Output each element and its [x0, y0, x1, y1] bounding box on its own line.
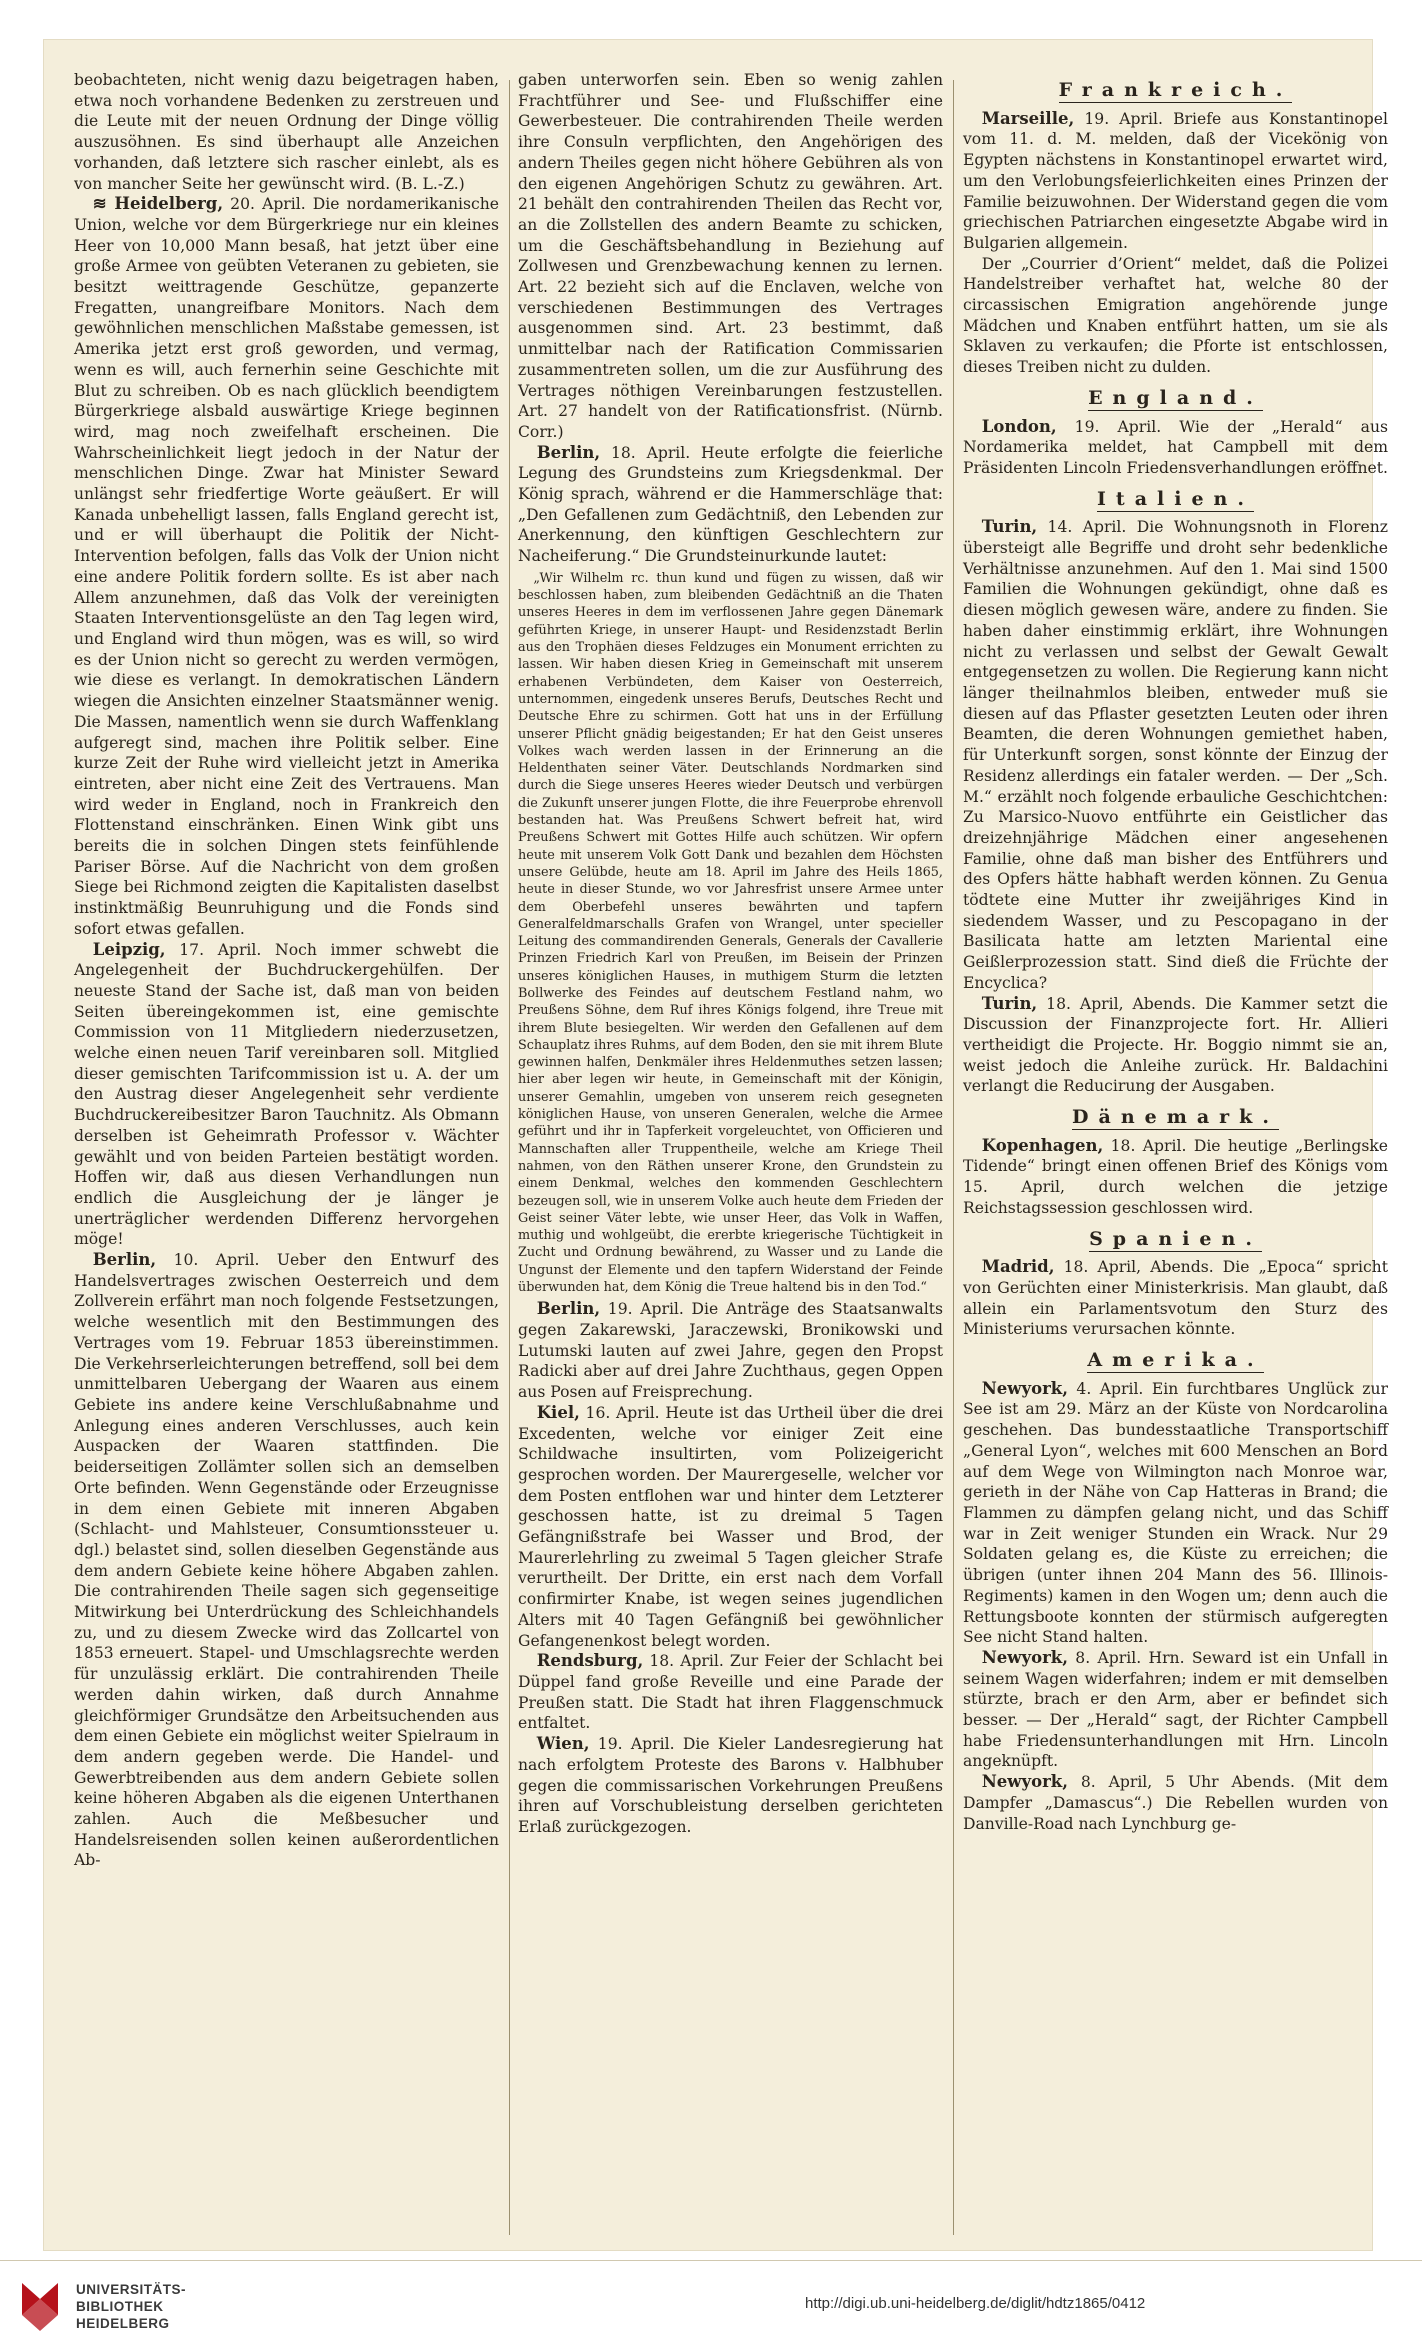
- article-dateline: Berlin,: [92, 1250, 157, 1270]
- article-paragraph: [963, 994, 1388, 1098]
- article-dateline: Newyork,: [981, 1647, 1068, 1667]
- proclamation-text: „Wir Wilhelm rc. thun kund und fügen zu wissen, daß wir beschlossen haben, zum bleibenden Gedächtniß an die Thaten unseres Heeres in dem im verflossenen Jahre gegen Dänemark geführten Kriege, in unserer Haupt- und Residenzstadt Berlin aus den Trophäen dieses Feldzuges ein Monument errichten zu lassen. Wir haben diesen Krieg in Gemeinschaft mit unserem erhabenen Verbündeten, dem Kaiser von Oesterreich, unternommen, eingedenk unseres Berufs, Deutsches Recht und Deutsche Ehre zu schirmen. Gott hat uns in der Erfüllung unserer Pflicht gnädig beigestanden; Er hat den Geist unseres Volkes wach werden lassen in der Erinnerung an die Heldenthaten seiner Väter. Deutschlands Nordmarken sind durch die Siege unseres Heeres wieder Deutsch und verbürgen die Zukunft unserer jungen Flotte, die ihre Feuerprobe ehrenvoll bestanden hat. Was Preußens Schwert befreit hat, wird Preußens Schwert mit Gottes Hilfe auch schützen. Wir opfern heute mit unserem Volk Gott Dank und bezahlen dem Höchsten unsere Gelübde, heute am 18. April im Jahre des Heils 1865, heute in dieser Stunde, wo vor Jahresfrist unsere Armee unter dem Oberbefehl unseres bewährten und tapfern Generalfeldmarschalls Grafen von Wrangel, unter specieller Leitung des commandirenden Generals, Generals der Cavallerie Prinzen Friedrich Karl von Preußen, im Beisein der Prinzen unseres königlichen Hauses, in muthigem Sturm die letzten Bollwerke des Feindes auf deutschem Festland nahm, wo Preußens Söhne, dem Ruf ihres Königs folgend, ihre Treue mit ihrem Blute besiegelten. Wir werden den Gefallenen auf dem Schauplatz ihres Ruhms, auf dem Boden, den sie mit ihrem Blute gewinnen halfen, Denkmäler ihres Heldenmuthes setzen lassen; hier aber legen wir heute, in Gemeinschaft mit der Königin, unserer Gemahlin, umgeben von unserem reich gesegneten königlichen Hause, von unseren Generalen, welche die Armee geführt und ihr in Tapferkeit vorgeleuchtet, von Officieren und Mannschaften aller Truppentheile, welche am Kriege Theil nahmen, von den Räthen unserer Krone, den Grundstein zu einem Denkmal, welches den kommenden Geschlechtern bezeugen soll, wie in unserem Volke auch heute dem Frieden der Geist seiner Väter lebte, wie unser Heer, das Volk in Waffen, muthig und wohlgeübt, die ererbte kriegerische Tüchtigkeit in Zucht und Ordnung bewährend, zu Wasser und zu Lande die Ungunst der Elemente und den tapfern Widerstand der Feinde überwunden hat, dem König die Treue haltend bis in den Tod.“: [518, 570, 943, 1296]
- article-dateline: Turin,: [981, 517, 1038, 537]
- column-rule: [953, 80, 954, 2235]
- article-dateline: London,: [981, 416, 1057, 436]
- article-text: 14. April. Die Wohnungsnoth in Florenz übersteigt alle Begriffe und droht sehr bedenkliche Verhältnisse anzunehmen. Auf den 1. Mai sind 1500 Familien die Wohnungen gekündigt, ohne daß es diesen möglich gewesen wäre, andere zu finden. Sie haben daher einstimmig erklärt, ihre Wohnungen nicht zu verlassen und selbst der Gewalt Gewalt entgegensetzen zu wollen. Die Regierung kann nicht länger theilnahmlos bleiben, entweder muß sie diesen auf das Pflaster gesetzten Leuten oder ihren Beamten, die deren Wohnungen gemiethet haben, für Unterkunft sorgen, sonst könnte der Einzug der Residenz allerdings ein fataler werden. — Der „Sch. M.“ erzählt noch folgende erbauliche Geschichtchen: Zu Marsico-Nuovo entführte ein Geistlicher das dreizehnjährige Mädchen einer angesehenen Familie, ohne daß man bisher des Entführers und des Opfers hätte habhaft werden können. Zu Genua tödtete eine Mutter ihr zweijähriges Kind in siedendem Wasser, und zu Pescopagano in der Basilicata hatte am letzten Mariental eine Geißlerprozession statt. Sind dieß die Früchte der Encyclica?: [963, 518, 1388, 992]
- country-heading: [963, 1229, 1388, 1250]
- article-text: 8. April, 5 Uhr Abends. (Mit dem Dampfer „Damascus“.) Die Rebellen wurden von Danville-Road nach Lynchburg ge-: [963, 1773, 1388, 1833]
- article-text: 18. April, Abends. Die „Epoca“ spricht von Gerüchten einer Ministerkrisis. Man glaubt, daß allein ein Parlamentsvotum den Sturz des Ministeriums verursachen könnte.: [963, 1258, 1388, 1339]
- article-paragraph: [963, 1772, 1388, 1834]
- country-heading: [963, 80, 1388, 101]
- article-text: 16. April. Heute ist das Urtheil über die drei Excedenten, welche vor einiger Zeit eine Schildwache insultirten, vom Polizeigericht gesprochen worden. Der Maurergeselle, welcher vor dem Posten entflohen war und hinter dem Letzterer geschossen hatte, ist zu dreimal 5 Tagen Gefängnißstrafe bei Wasser und Brod, der Maurerlehrling zu zweimal 5 Tagen gleicher Strafe verurtheilt. Der Dritte, ein erst nach dem Vorfall confirmirter Knabe, ist wegen seines jugendlichen Alters mit 40 Tagen Gefängniß bei gewöhnlicher Gefangenenkost belegt worden.: [518, 1403, 943, 1650]
- country-heading: [963, 1350, 1388, 1371]
- column-middle: [518, 70, 943, 1838]
- article-text: 18. April, Abends. Die Kammer setzt die Discussion der Finanzprojecte fort. Hr. Allieri vertheidigt die Projecte. Hr. Boggio nimmt sie an, weist jedoch die Anleihe zurück. Hr. Baldachini verlangt die Reducirung der Ausgaben.: [963, 994, 1388, 1096]
- article-dateline: Rendsburg,: [536, 1651, 644, 1671]
- article-dateline: Kiel,: [536, 1402, 580, 1422]
- article-text: 19. April. Wie der „Herald“ aus Nordamerika meldet, hat Campbell mit dem Präsidenten Lincoln Friedensverhandlungen eröffnet.: [963, 417, 1389, 477]
- column-left: [74, 70, 499, 1871]
- article-dateline: Berlin,: [536, 442, 601, 462]
- footer-bar: [0, 2260, 1422, 2350]
- article-dateline: Turin,: [981, 993, 1038, 1013]
- article-text: 19. April. Die Kieler Landesregierung hat nach erfolgtem Proteste des Barons v. Halbhuber gegen die commissarischen Vorkehrungen Preußens ihren auf Vorschubleistung derselben gerichteten Erlaß zurückgezogen.: [518, 1735, 943, 1836]
- column-rule: [509, 80, 510, 2235]
- article-text: 19. April. Briefe aus Konstantinopel vom 11. d. M. melden, daß der Vicekönig von Egypten nächstens in Konstantinopel erwartet wird, um den Verlobungsfeierlichkeiten eines Prinzen der Familie beizuwohnen. Der Widerstand gegen die vom griechischen Patriarchen eingesetzte Abgabe wird in Bulgarien allgemein.: [963, 109, 1388, 252]
- article-text: 18. April. Die heutige „Berlingske Tidende“ bringt einen offenen Brief des Königs vom 15. April, durch welchen die jetzige Reichstagssession geschlossen wird.: [963, 1136, 1388, 1217]
- library-name-line: UNIVERSITÄTS-: [76, 2282, 187, 2297]
- article-dateline: ≋ Heidelberg,: [92, 194, 224, 214]
- article-paragraph: [518, 1651, 943, 1734]
- article-text: gaben unterworfen sein. Eben so wenig zahlen Frachtführer und See- und Flußschiffer eine Gewerbesteuer. Die contrahirenden Theile werden ihre Consuln verpflichten, den Angehörigen des andern Theiles gegen nicht höhere Gebühren als von den eigenen Angehörigen Schutz zu gewähren. Art. 21 behält den contrahirenden Theilen das Recht vor, an die Zollstellen des andern Beamte zu schicken, um die Geschäftsbehandlung in Beziehung auf Zollwesen und Grenzbewachung kennen zu lernen. Art. 22 bezieht sich auf die Enclaven, welche von verschiedenen Bestimmungen des Vertrages ausgenommen sind. Art. 23 bestimmt, daß unmittelbar nach der Ratification Commissarien zusammentreten sollen, um die zur Ausführung des Vertrages nöthigen Vereinbarungen festzustellen. Art. 27 handelt von der Ratificationsfrist. (Nürnb. Corr.): [518, 71, 943, 441]
- article-paragraph: [963, 254, 1388, 378]
- country-heading: [963, 1107, 1388, 1128]
- article-text: 18. April. Heute erfolgte die feierliche Legung des Grundsteins zum Kriegsdenkmal. Der König sprach, während er die Hammerschläge that: „Den Gefallenen zum Gedächtniß, den Lebenden zur Anerkennung, den künftigen Geschlechtern zur Nacheiferung.“ Die Grundsteinurkunde lautet:: [518, 443, 943, 566]
- article-paragraph: [518, 1734, 943, 1838]
- country-heading-text: Amerika.: [1087, 1349, 1264, 1372]
- article-paragraph: [963, 1136, 1388, 1219]
- article-text: 10. April. Ueber den Entwurf des Handelsvertrages zwischen Oesterreich und dem Zollverein erfährt man noch folgende Festsetzungen, welche wesentlich mit den Bestimmungen des Vertrages vom 19. Februar 1853 übereinstimmen. Die Verkehrserleichterungen betreffend, soll bei dem unmittelbaren Uebergang der Waaren aus einem Gebiete ins andere keine Verschlußabnahme und Anlegung eines anderen Verschlusses, auch kein Auspacken der Waaren stattfinden. Die beiderseitigen Zollämter sollen sich an demselben Orte befinden. Wenn Gegenstände oder Erzeugnisse in dem einen Gebiete mit inneren Abgaben (Schlacht- und Mahlsteuer, Consumtionssteuer u. dgl.) belastet sind, sollen dieselben Gegenstände aus dem andern Gebiete keine höhere Abgaben zahlen. Die contrahirenden Theile sagen sich gegenseitige Mitwirkung bei Unterdrückung des Schleichhandels zu, und zu diesem Zwecke wird das Zollcartel von 1853 erneuert. Stapel- und Umschlagsrechte werden für unzulässig erklärt. Die contrahirenden Theile werden dahin wirken, daß durch Annahme gleichförmiger Grundsätze den Arbeitsuchenden aus dem einen Gebiete ein möglichst weiter Spielraum in dem andern gegeben werde. Die Handel- und Gewerbtreibenden aus dem andern Gebiete sollen keine höheren Abgaben als die eigenen Unterthanen zahlen. Auch die Meßbesucher und Handelsreisenden sollen keinen außerordentlichen Ab-: [74, 1251, 499, 1870]
- library-logo: [14, 2277, 244, 2341]
- article-dateline: Madrid,: [981, 1257, 1055, 1277]
- article-text: 20. April. Die nordamerikanische Union, welche vor dem Bürgerkriege nur ein kleines Heer von 10,000 Mann besaß, hat jetzt über eine große Armee von geübten Veteranen zu gebieten, sie besitzt weittragende Geschütze, gepanzerte Fregatten, unangreifbare Monitors. Nach dem gewöhnlichen menschlichen Maßstabe gemessen, ist Amerika jetzt erst groß geworden, und vermag, wenn es will, auch fernerhin seine Geschichte mit Blut zu schreiben. Ob es nach glücklich beendigtem Bürgerkriege alsbald auswärtige Kriege beginnen wird, mag noch zweifelhaft erscheinen. Die Wahrscheinlichkeit liegt jedoch in der Natur der menschlichen Dinge. Zwar hat Minister Seward unlängst sehr friedfertige Worte geäußert. Er will Kanada unbehelligt lassen, falls England gerecht ist, und er will überhaupt die Politik der Nicht-Intervention befolgen, falls das Volk der Union nicht eine andere Politik fordern sollte. Es ist aber nach Allem anzunehmen, daß das Volk der vereinigten Staaten Interventionsgelüste an den Tag legen wird, und England wird thun mögen, was es will, so wird es der Union nicht so gerecht zu werden vermögen, wie diese es verlangt. In demokratischen Ländern wiegen die Ansichten einzelner Staatsmänner wenig. Die Massen, namentlich wenn sie durch Waffenklang aufgeregt sind, machen ihre Politik selber. Eine kurze Zeit der Ruhe wird vielleicht jetzt in Amerika eintreten, aber nicht eine Zeit des Vertrauens. Man wird weder in England, noch in Frankreich den Flottenstand einschränken. Einen Wink gibt uns bereits die in solchen Dingen stets feinfühlende Pariser Börse. Auf die Nachricht von dem großen Siege bei Richmond zeigten die Kapitalisten daselbst instinktmäßig Beunruhigung und die Fonds sind sofort etwas gefallen.: [74, 195, 499, 938]
- permalink-url[interactable]: http://digi.ub.uni-heidelberg.de/diglit/hdtz1865/0412: [805, 2295, 1146, 2312]
- article-paragraph: [963, 517, 1388, 993]
- country-heading: [963, 388, 1388, 409]
- article-dateline: Leipzig,: [92, 939, 166, 959]
- article-paragraph: [74, 194, 499, 939]
- article-dateline: Newyork,: [981, 1772, 1068, 1792]
- article-paragraph: [963, 1379, 1388, 1648]
- article-text: 8. April. Hrn. Seward ist ein Unfall in seinem Wagen widerfahren; indem er mit demselben stürzte, brach er den Arm, aber er befindet sich besser. — Der „Herald“ sagt, der Richter Campbell habe Friedensunterhandlungen mit Hrn. Lincoln angeknüpft.: [963, 1648, 1388, 1771]
- article-paragraph: [963, 109, 1388, 254]
- library-name-line: BIBLIOTHEK: [76, 2299, 164, 2314]
- article-text: beobachteten, nicht wenig dazu beigetragen haben, etwa noch vorhandene Bedenken zu zerstreuen und die Leute mit der neuen Ordnung der Dinge völlig auszusöhnen. Es sind überhaupt alle Anzeichen vorhanden, daß letztere sich rascher einlebt, als es von mancher Seite her gewünscht wird. (B. L.-Z.): [74, 71, 499, 193]
- country-heading: [963, 489, 1388, 510]
- article-paragraph: [963, 417, 1388, 479]
- article-text: 17. April. Noch immer schwebt die Angelegenheit der Buchdruckergehülfen. Der neueste Stand der Sache ist, daß man von beiden Seiten übereingekommen ist, eine gemischte Commission von 11 Mitgliedern niederzusetzen, welche einen neuen Tarif vereinbaren soll. Mitglied dieser gemischten Tarifcommission ist u. A. der um den Austrag dieser Angelegenheit sehr verdiente Buchdruckereibesitzer Baron Tauchnitz. Als Obmann derselben ist Geheimrath Professor v. Wächter gewählt und von beiden Parteien bestätigt worden. Hoffen wir, daß aus diesen Verhandlungen nun endlich die Ausgleichung der je länger je unerträglicher werdenden Differenz hervorgehen möge!: [74, 940, 499, 1249]
- library-name-line: HEIDELBERG: [76, 2316, 170, 2331]
- article-text: 18. April. Zur Feier der Schlacht bei Düppel fand große Reveille und eine Parade der Preußen statt. Die Stadt hat ihren Flaggenschmuck entfaltet.: [518, 1652, 943, 1733]
- university-seal-icon: [14, 2279, 66, 2335]
- article-paragraph: [518, 1299, 943, 1403]
- article-paragraph: [963, 1648, 1388, 1772]
- article-dateline: Marseille,: [981, 108, 1075, 128]
- country-heading-text: Spanien.: [1089, 1227, 1262, 1250]
- article-paragraph: [518, 1403, 943, 1651]
- article-dateline: Newyork,: [981, 1378, 1068, 1398]
- article-paragraph: [518, 443, 943, 567]
- newspaper-page: [44, 40, 1389, 2250]
- article-text: Der „Courrier d’Orient“ meldet, daß die Polizei Handelstreiber verhaftet hat, welche 80 der circassischen Emigration angehörende junge Mädchen und Knaben entführt hatten, um sie als Sklaven zu verkaufen; die Pforte ist entschlossen, dieses Treiben nicht zu dulden.: [963, 254, 1388, 377]
- column-right: [963, 70, 1388, 1834]
- article-dateline: Wien,: [536, 1734, 590, 1754]
- country-heading-text: England.: [1088, 386, 1263, 409]
- article-paragraph: [963, 1257, 1388, 1340]
- country-heading-text: Frankreich.: [1058, 79, 1293, 101]
- article-paragraph: [74, 70, 499, 194]
- article-paragraph: [74, 940, 499, 1251]
- article-dateline: Kopenhagen,: [981, 1135, 1104, 1155]
- article-dateline: Berlin,: [536, 1299, 601, 1319]
- country-heading-text: Italien.: [1097, 487, 1254, 510]
- article-text: 4. April. Ein furchtbares Unglück zur See ist am 29. März an der Küste von Nordcarolina geschehen. Das bundesstaatliche Transportschiff „General Lyon“, welches mit 600 Menschen an Bord auf dem Wege von Wilmington nach Monroe war, gerieth in der Nähe von Cap Hatteras in Brand; die Flammen zu dämpfen gelang nicht, und das Schiff war in Zeit weniger Stunden ein Wrack. Nur 29 Soldaten gelang es, die Küste zu erreichen; die übrigen (unter ihnen 204 Mann des 56. Illinois-Regiments) kamen in den Wogen um; denn auch die Rettungsboote konnten der stürmisch aufgeregten See nicht Stand halten.: [963, 1379, 1388, 1647]
- article-text: 19. April. Die Anträge des Staatsanwalts gegen Zakarewski, Jaraczewski, Bronikowski und Lutumski lauten auf zwei Jahre, gegen den Propst Radicki aber auf drei Jahre Zuchthaus, gegen Oppen aus Posen auf Freisprechung.: [518, 1300, 943, 1402]
- article-paragraph: [74, 1250, 499, 1871]
- article-paragraph: [518, 70, 943, 443]
- library-name: [76, 2281, 186, 2332]
- country-heading-text: Dänemark.: [1072, 1106, 1279, 1129]
